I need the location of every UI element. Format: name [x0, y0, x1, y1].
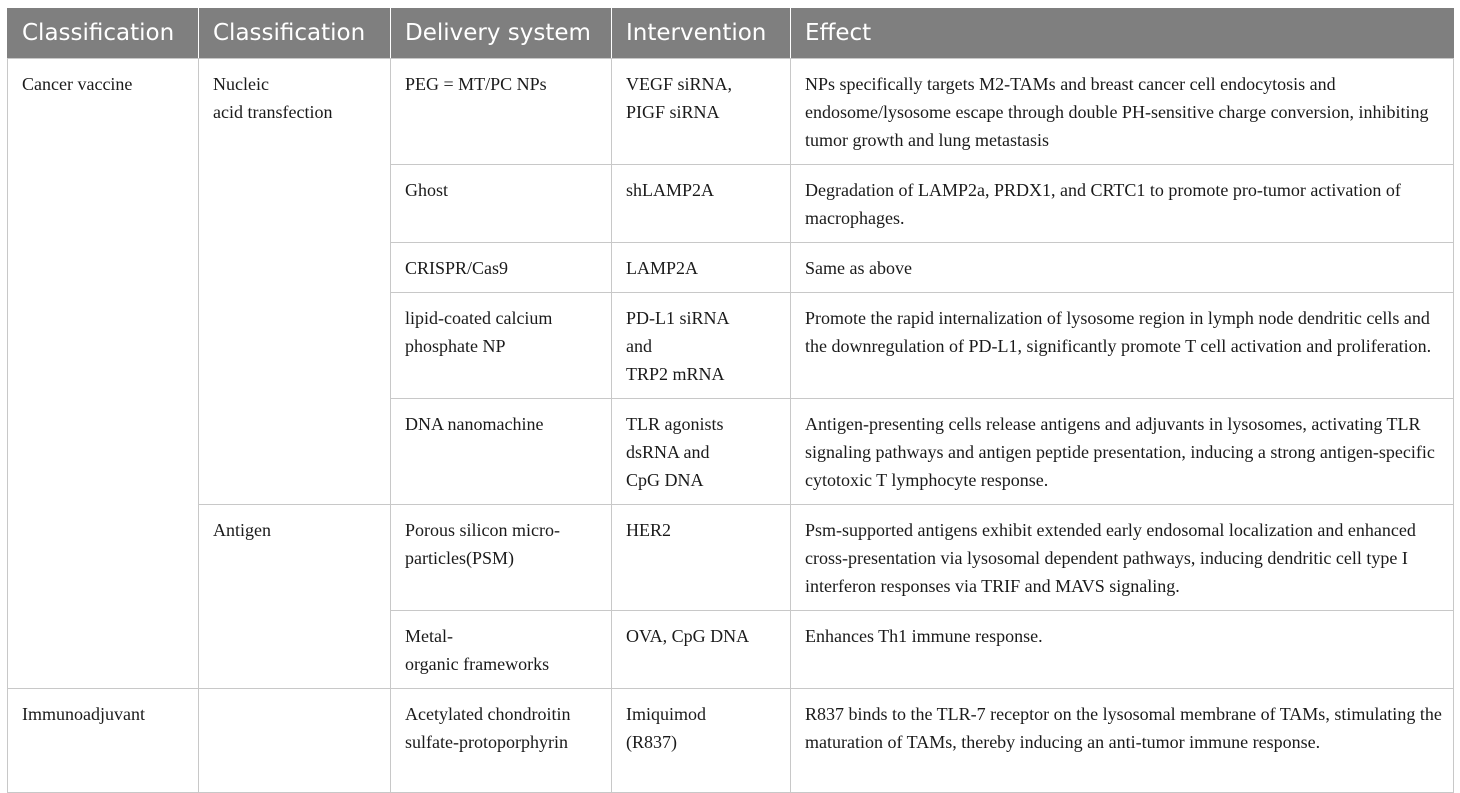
cell-effect: NPs specifically targets M2-TAMs and breast cancer cell endocytosis and endosome/lysosome escape through double PH-sensitive charge conversion, inhibiting tumor growth and lung metastasis	[791, 59, 1454, 165]
table-body	[8, 59, 1454, 793]
table-row	[8, 689, 1454, 793]
cell-effect: Same as above	[791, 243, 1454, 293]
group-immunoadjuvant: Immunoadjuvant	[8, 689, 199, 793]
cell-intervention: HER2	[612, 505, 791, 611]
cell-delivery: PEG = MT/PC NPs	[391, 59, 612, 165]
header-classification: Classification	[8, 8, 199, 59]
cell-intervention: LAMP2A	[612, 243, 791, 293]
cell-intervention: TLR agonists dsRNA and CpG DNA	[612, 399, 791, 505]
cell-effect: Promote the rapid internalization of lysosome region in lymph node dendritic cells and the downregulation of PD-L1, significantly promote T cell activation and proliferation.	[791, 293, 1454, 399]
cell-delivery: DNA nanomachine	[391, 399, 612, 505]
cell-intervention: VEGF siRNA, PIGF siRNA	[612, 59, 791, 165]
group-nucleic-acid-transfection: Nucleic acid transfection	[199, 59, 391, 505]
cell-delivery: Acetylated chondroitin sulfate-protoporphyrin	[391, 689, 612, 793]
cell-delivery: CRISPR/Cas9	[391, 243, 612, 293]
group-antigen: Antigen	[199, 505, 391, 689]
cell-effect: Degradation of LAMP2a, PRDX1, and CRTC1 to promote pro-tumor activation of macrophages.	[791, 165, 1454, 243]
cell-effect: Enhances Th1 immune response.	[791, 611, 1454, 689]
table-header	[8, 8, 1454, 59]
cell-delivery: Ghost	[391, 165, 612, 243]
header-delivery-system: Delivery system	[391, 8, 612, 59]
cell-effect: R837 binds to the TLR-7 receptor on the lysosomal membrane of TAMs, stimulating the maturation of TAMs, thereby inducing an anti-tumor immune response.	[791, 689, 1454, 793]
cell-delivery: Porous silicon micro- particles(PSM)	[391, 505, 612, 611]
classification-table	[7, 8, 1454, 793]
header-effect: Effect	[791, 8, 1454, 59]
header-row	[8, 8, 1454, 59]
group-cancer-vaccine: Cancer vaccine	[8, 59, 199, 689]
cell-intervention: shLAMP2A	[612, 165, 791, 243]
table-row	[8, 59, 1454, 165]
cell-intervention: Imiquimod (R837)	[612, 689, 791, 793]
cell-intervention: OVA, CpG DNA	[612, 611, 791, 689]
header-intervention: Intervention	[612, 8, 791, 59]
empty-subclassification-cell	[199, 689, 391, 793]
cell-delivery: Metal- organic frameworks	[391, 611, 612, 689]
header-subclassification: Classification	[199, 8, 391, 59]
cell-effect: Antigen-presenting cells release antigens and adjuvants in lysosomes, activating TLR signaling pathways and antigen peptide presentation, inducing a strong antigen-specific cytotoxic T lymphocyte response.	[791, 399, 1454, 505]
cell-effect: Psm-supported antigens exhibit extended early endosomal localization and enhanced cross-presentation via lysosomal dependent pathways, inducing dendritic cell type I interferon responses via TRIF and MAVS signaling.	[791, 505, 1454, 611]
cell-delivery: lipid-coated calcium phosphate NP	[391, 293, 612, 399]
table-row	[8, 505, 1454, 611]
cell-intervention: PD-L1 siRNA and TRP2 mRNA	[612, 293, 791, 399]
